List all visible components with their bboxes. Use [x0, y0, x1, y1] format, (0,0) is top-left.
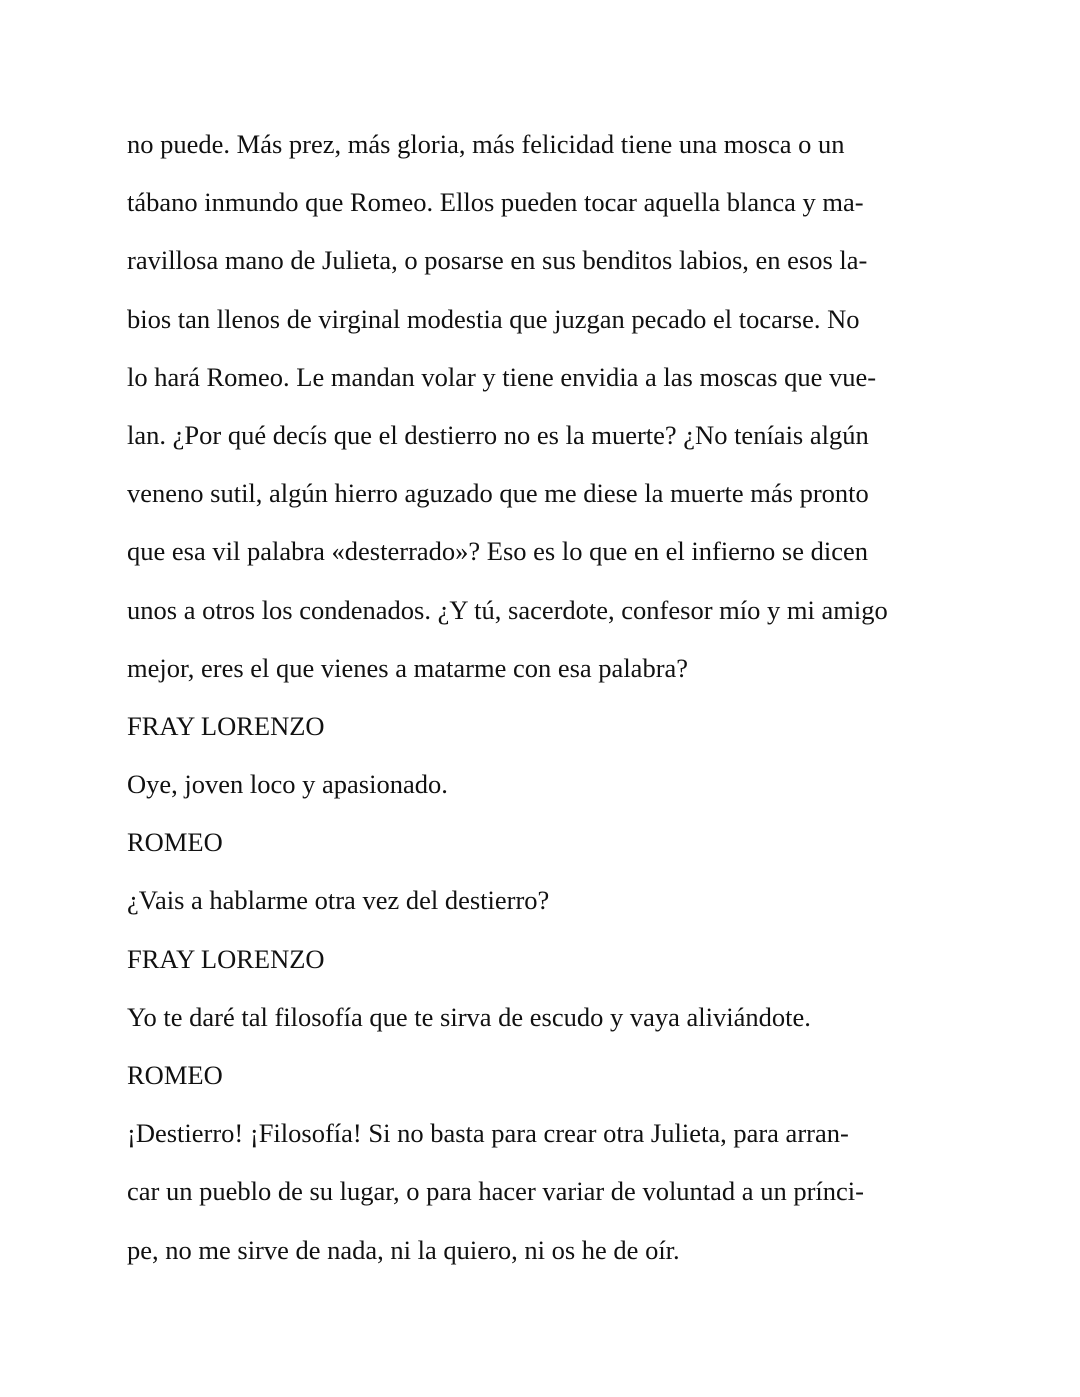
- speaker-name: FRAY LORENZO: [127, 943, 325, 974]
- dialogue-line: que esa vil palabra «desterrado»? Eso es lo que en el infierno se dicen: [127, 536, 868, 567]
- speaker-name: ROMEO: [127, 827, 223, 858]
- dialogue-line: mejor, eres el que vienes a matarme con esa palabra?: [127, 652, 689, 683]
- speaker-name: FRAY LORENZO: [127, 710, 325, 741]
- dialogue-line: lan. ¿Por qué decís que el destierro no es la muerte? ¿No teníais algún: [127, 419, 869, 450]
- dialogue-line: no puede. Más prez, más gloria, más felicidad tiene una mosca o un: [127, 129, 845, 159]
- document-page: [127, 124, 927, 1288]
- dialogue-line: ¿Vais a hablarme otra vez del destierro?: [127, 885, 550, 916]
- dialogue-line: car un pueblo de su lugar, o para hacer variar de voluntad a un prínci-: [127, 1176, 864, 1207]
- dialogue-line: Yo te daré tal filosofía que te sirva de escudo y vaya aliviándote.: [127, 1001, 811, 1032]
- dialogue-line: Oye, joven loco y apasionado.: [127, 769, 448, 800]
- dialogue-line: ravillosa mano de Julieta, o posarse en sus benditos labios, en esos la-: [127, 245, 868, 276]
- dialogue-line: tábano inmundo que Romeo. Ellos pueden tocar aquella blanca y ma-: [127, 187, 864, 218]
- dialogue-line: pe, no me sirve de nada, ni la quiero, ni os he de oír.: [127, 1234, 680, 1265]
- dialogue-line: ¡Destierro! ¡Filosofía! Si no basta para crear otra Julieta, para arran-: [127, 1118, 849, 1149]
- dialogue-line: bios tan llenos de virginal modestia que juzgan pecado el tocarse. No: [127, 303, 860, 334]
- dialogue-line: unos a otros los condenados. ¿Y tú, sacerdote, confesor mío y mi amigo: [127, 594, 888, 625]
- speaker-name: ROMEO: [127, 1060, 223, 1090]
- dialogue-line: veneno sutil, algún hierro aguzado que me diese la muerte más pronto: [127, 478, 869, 509]
- dialogue-line: lo hará Romeo. Le mandan volar y tiene envidia a las moscas que vue-: [127, 361, 877, 392]
